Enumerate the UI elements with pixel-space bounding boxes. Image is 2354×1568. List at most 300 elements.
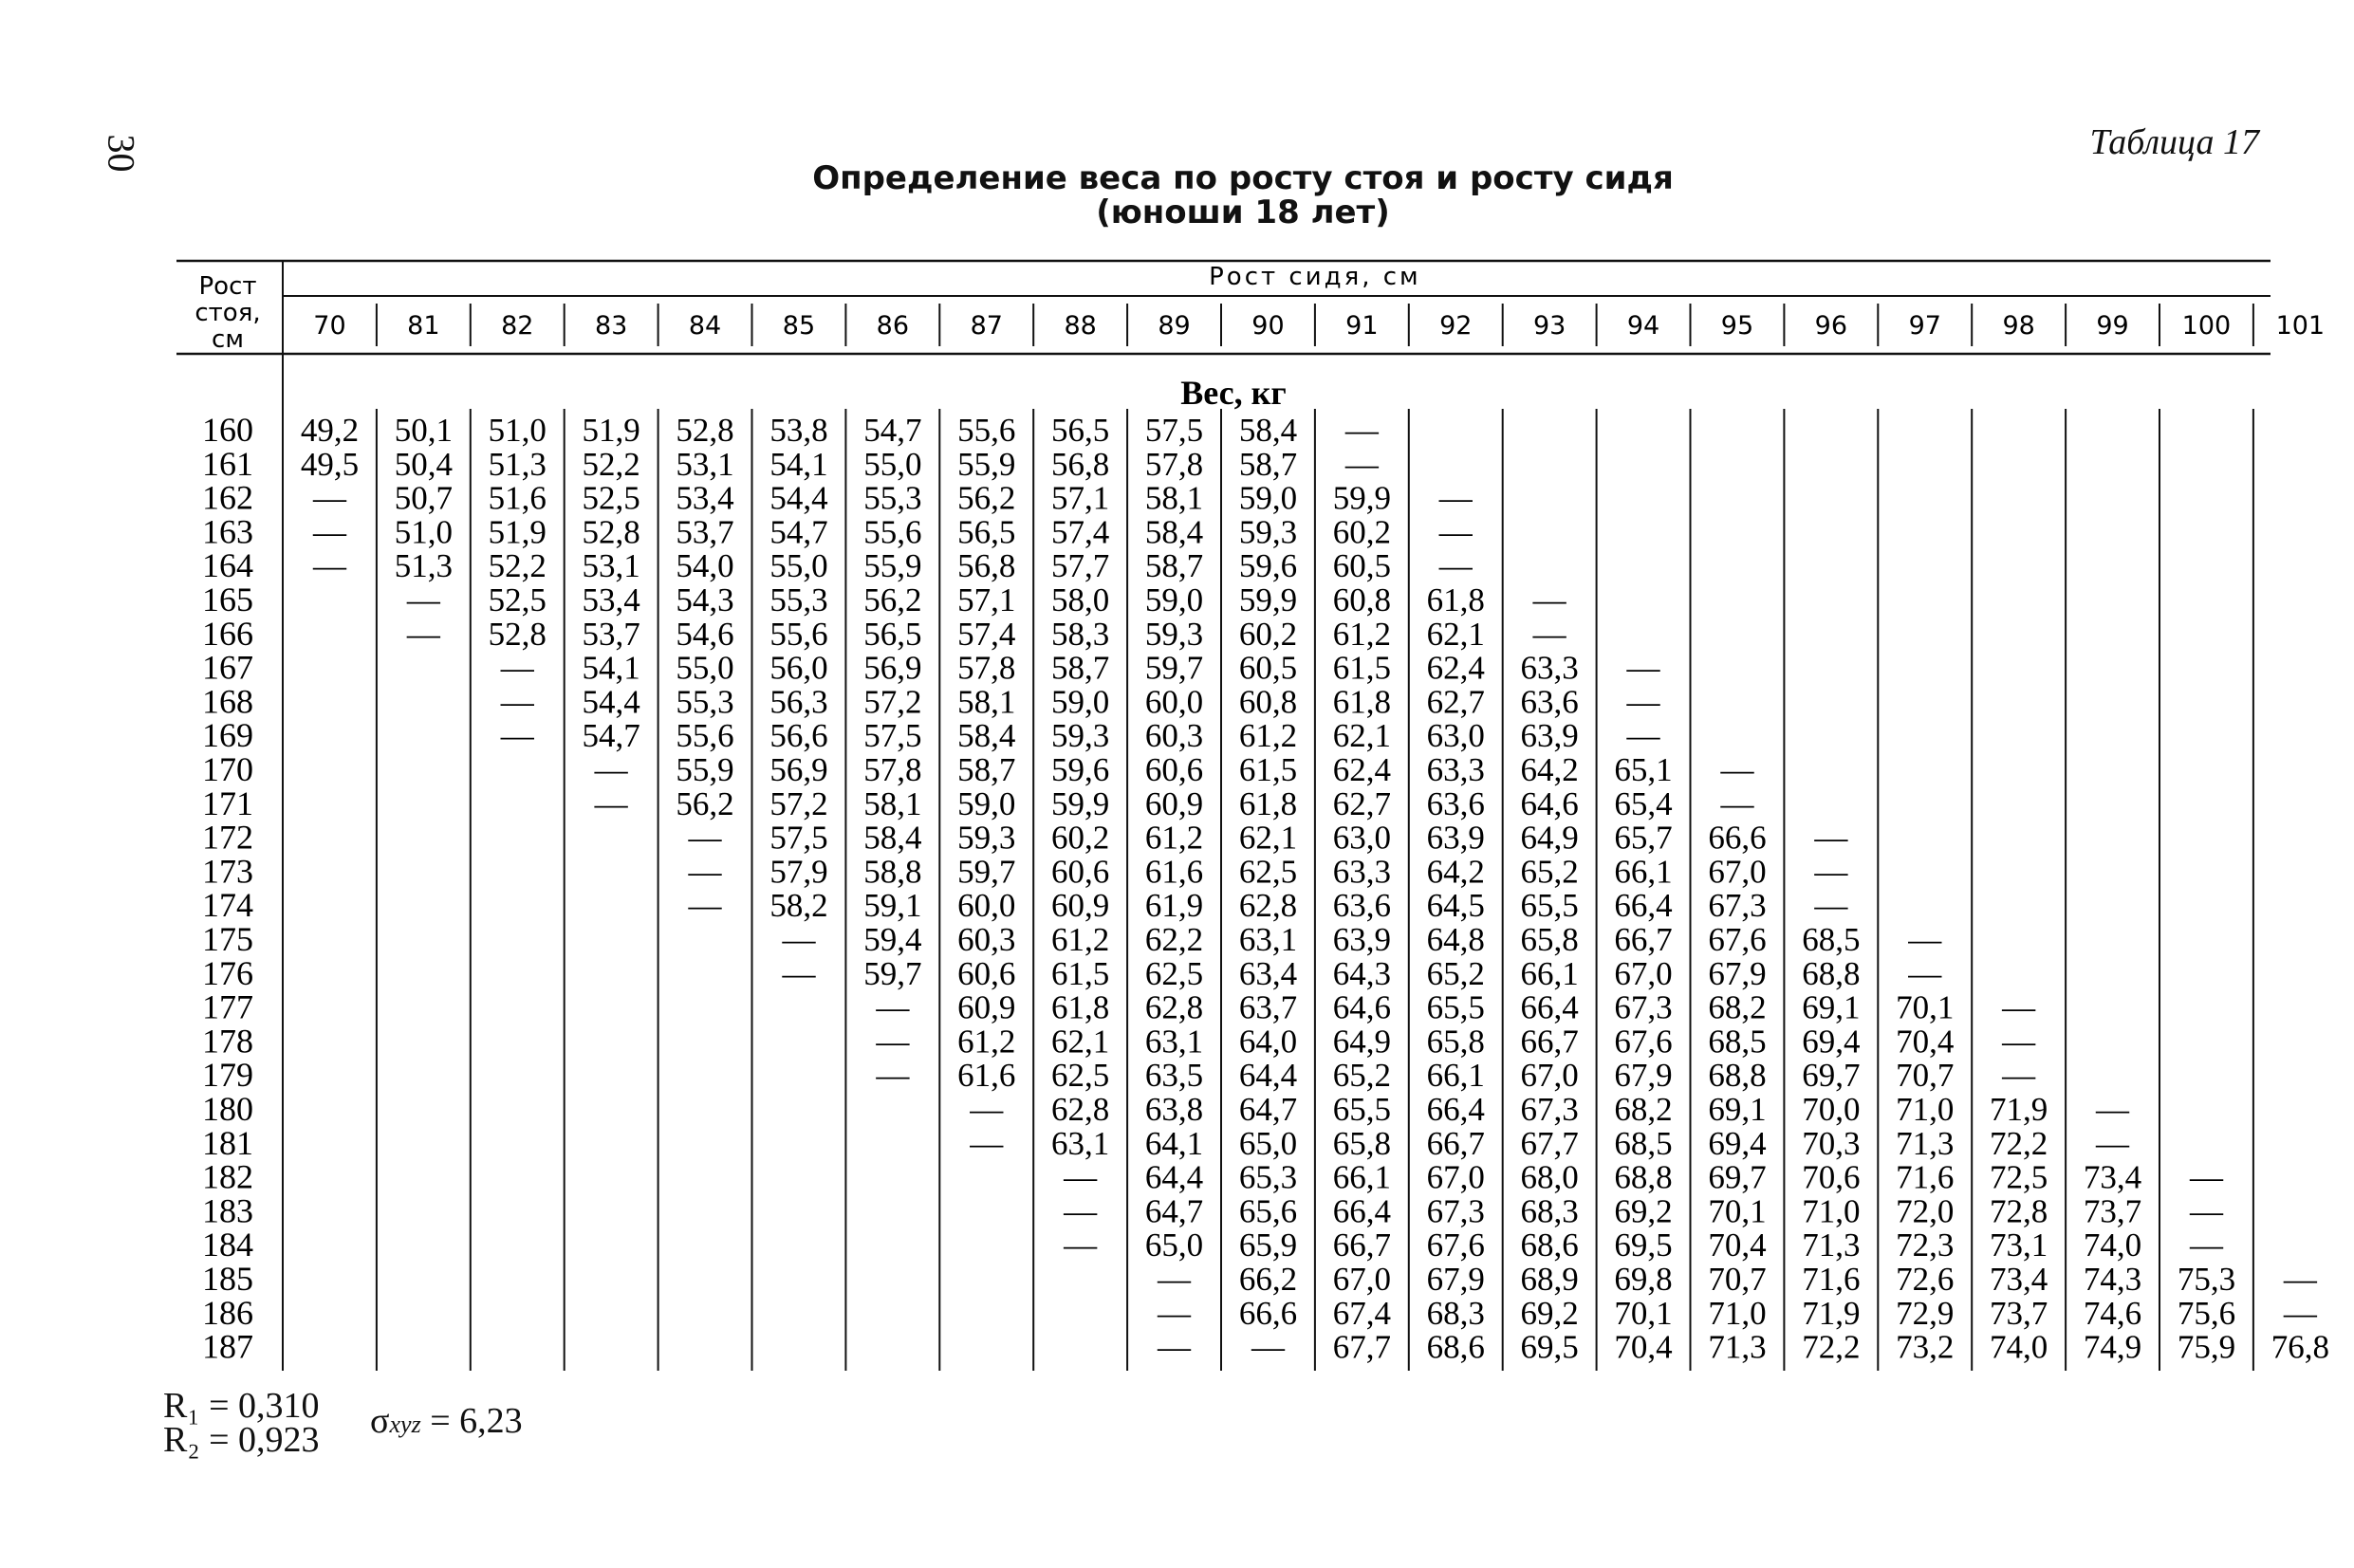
table-cell: 63,5 (1144, 1057, 1204, 1095)
table-cell: 71,6 (1896, 1158, 1955, 1196)
table-cell: 61,5 (1051, 954, 1110, 992)
table-cell: 61,5 (1332, 649, 1391, 687)
table-cell: 70,4 (1614, 1328, 1673, 1366)
table-cell: 58,7 (1051, 649, 1110, 687)
table-cell: 63,1 (1051, 1124, 1110, 1162)
table-cell: 49,5 (300, 445, 360, 483)
column-header: 88 (1064, 311, 1097, 341)
row-height-label: 164 (202, 546, 253, 585)
table-cell: 59,9 (1051, 784, 1110, 822)
table-cell: 65,5 (1426, 988, 1485, 1026)
table-cell: 53,1 (676, 445, 734, 483)
table-cell: 67,7 (1332, 1328, 1391, 1366)
table-cell: — (970, 1124, 1004, 1162)
table-cell: 69,7 (1802, 1057, 1861, 1095)
table-cell: 55,6 (769, 615, 828, 653)
table-cell: 52,5 (488, 581, 547, 618)
table-cell: 68,8 (1614, 1158, 1673, 1196)
table-cell: 58,7 (1144, 547, 1204, 585)
table-cell: 55,0 (769, 547, 828, 585)
row-height-label: 174 (202, 886, 253, 925)
row-height-label: 166 (202, 614, 253, 653)
table-cell: 71,0 (1896, 1091, 1955, 1128)
table-cell: 62,1 (1238, 819, 1298, 857)
table-cell: — (2096, 1091, 2130, 1128)
row-height-label: 165 (202, 581, 253, 618)
column-header: 87 (970, 311, 1003, 341)
table-cell: 68,0 (1520, 1158, 1579, 1196)
row-height-label: 180 (202, 1090, 253, 1128)
table-cell: 62,4 (1332, 751, 1391, 788)
row-height-label: 173 (202, 852, 253, 891)
table-cell: — (782, 954, 816, 992)
table-cell: — (1344, 445, 1379, 483)
table-cell: 75,9 (2177, 1328, 2236, 1366)
table-cell: 72,0 (1896, 1192, 1955, 1230)
table-cell: 71,3 (1708, 1328, 1767, 1366)
table-cell: 64,2 (1520, 751, 1579, 788)
row-header-label: Рост (198, 272, 257, 301)
table-cell: 65,6 (1238, 1192, 1298, 1230)
table-cell: 65,5 (1520, 887, 1579, 925)
table-cell: 65,8 (1520, 921, 1579, 958)
table-cell: 57,5 (769, 819, 828, 857)
table-cell: 74,3 (2083, 1261, 2142, 1298)
table-cell: 56,9 (863, 649, 922, 687)
table-cell: 73,7 (1990, 1294, 2048, 1332)
table-cell: 57,2 (769, 784, 828, 822)
table-cell: 52,5 (582, 479, 640, 517)
column-header: 93 (1532, 311, 1566, 341)
table-cell: — (1532, 615, 1566, 653)
table-cell: 67,9 (1614, 1057, 1673, 1095)
table-cell: 70,1 (1896, 988, 1955, 1026)
table-cell: 67,9 (1426, 1261, 1485, 1298)
table-cell: — (1064, 1158, 1098, 1196)
table-cell: 64,4 (1144, 1158, 1204, 1196)
table-cell: — (312, 547, 346, 585)
table-cell: 61,8 (1051, 988, 1110, 1026)
table-cell: 60,6 (1144, 751, 1204, 788)
row-height-label: 170 (202, 750, 253, 788)
table-cell: 52,8 (582, 513, 640, 551)
table-cell: 53,1 (582, 547, 640, 585)
table-cell: 57,1 (1051, 479, 1110, 517)
table-cell: 64,5 (1426, 887, 1485, 925)
column-header: 90 (1251, 311, 1285, 341)
table-cell: 66,1 (1426, 1057, 1485, 1095)
table-cell: 56,6 (769, 717, 828, 755)
table-cell: 58,4 (1238, 412, 1298, 449)
column-header: 100 (2181, 311, 2232, 341)
table-cell: 67,6 (1708, 921, 1767, 958)
table-cell: 71,9 (1990, 1091, 2048, 1128)
column-header: 70 (313, 311, 346, 341)
table-cell: 58,4 (1144, 513, 1204, 551)
table-cell: 63,4 (1238, 954, 1298, 992)
table-cell: 66,7 (1520, 1023, 1579, 1061)
table-cell: — (1064, 1227, 1098, 1264)
table-cell: 67,0 (1426, 1158, 1485, 1196)
table-cell: 51,3 (394, 547, 453, 585)
table-cell: 70,0 (1802, 1091, 1861, 1128)
table-cell: 52,2 (582, 445, 640, 483)
table-cell: 67,3 (1426, 1192, 1485, 1230)
table-cell: 53,4 (676, 479, 734, 517)
table-cell: 65,2 (1520, 853, 1579, 891)
table-cell: 51,3 (488, 445, 547, 483)
table-cell: 66,6 (1708, 819, 1767, 857)
table-cell: 58,0 (1051, 581, 1110, 618)
table-cell: 60,0 (957, 887, 1016, 925)
table-cell: — (1438, 513, 1473, 551)
table-cell: — (1908, 921, 1942, 958)
table-cell: 63,6 (1520, 683, 1579, 721)
correlation-r1: R₁ = 0,310 (163, 1386, 320, 1426)
table-cell: 63,3 (1332, 853, 1391, 891)
table-cell: 66,4 (1332, 1192, 1391, 1230)
row-height-label: 160 (202, 411, 253, 449)
table-cell: 73,4 (1990, 1261, 2048, 1298)
table-cell: 54,4 (769, 479, 828, 517)
table-cell: 65,8 (1332, 1124, 1391, 1162)
table-cell: 59,7 (1144, 649, 1204, 687)
column-header: 95 (1720, 311, 1754, 341)
row-header-label: см (212, 325, 244, 354)
table-cell: 67,6 (1426, 1227, 1485, 1264)
table-cell: — (1814, 887, 1848, 925)
table-cell: 58,1 (1144, 479, 1204, 517)
table-cell: 65,5 (1332, 1091, 1391, 1128)
table-cell: 68,5 (1802, 921, 1861, 958)
column-header: 91 (1345, 311, 1379, 341)
column-group-header: Рост сидя, см (1209, 263, 1421, 291)
column-header: 84 (688, 311, 722, 341)
table-cell: 68,2 (1708, 988, 1767, 1026)
table-cell: 52,8 (488, 615, 547, 653)
table-cell: 70,7 (1896, 1057, 1955, 1095)
table-cell: 64,9 (1520, 819, 1579, 857)
table-cell: — (1158, 1294, 1192, 1332)
table-cell: 60,6 (1051, 853, 1110, 891)
row-height-label: 167 (202, 648, 253, 687)
table-cell: 72,2 (1802, 1328, 1861, 1366)
table-cell: — (500, 717, 534, 755)
table-cell: — (406, 615, 440, 653)
table-cell: 69,7 (1708, 1158, 1767, 1196)
table-cell: 63,3 (1426, 751, 1485, 788)
table-cell: 72,9 (1896, 1294, 1955, 1332)
table-cell: 65,3 (1238, 1158, 1298, 1196)
table-cell: 55,6 (676, 717, 734, 755)
table-cell: — (1064, 1192, 1098, 1230)
table-cell: 66,7 (1332, 1227, 1391, 1264)
table-cell: 64,6 (1332, 988, 1391, 1026)
table-cell: 62,5 (1238, 853, 1298, 891)
table-cell: 60,2 (1238, 615, 1298, 653)
table-cell: 72,3 (1896, 1227, 1955, 1264)
table-cell: 54,4 (582, 683, 640, 721)
row-height-label: 179 (202, 1056, 253, 1095)
table-cell: 65,0 (1144, 1227, 1204, 1264)
table-cell: 67,4 (1332, 1294, 1391, 1332)
table-cell: 62,5 (1144, 954, 1204, 992)
table-cell: — (688, 853, 722, 891)
table-cell: 66,1 (1332, 1158, 1391, 1196)
table-cell: 58,2 (769, 887, 828, 925)
table-cell: 66,1 (1614, 853, 1673, 891)
table-cell: 69,1 (1708, 1091, 1767, 1128)
table-cell: 56,5 (957, 513, 1016, 551)
table-cell: 70,4 (1708, 1227, 1767, 1264)
table-cell: 69,1 (1802, 988, 1861, 1026)
page-number: 30 (100, 134, 143, 173)
table-cell: 52,8 (676, 412, 734, 449)
row-height-label: 181 (202, 1123, 253, 1162)
column-header: 96 (1814, 311, 1848, 341)
column-header: 92 (1439, 311, 1473, 341)
table-cell: 59,3 (1144, 615, 1204, 653)
row-height-label: 178 (202, 1022, 253, 1061)
table-cell: 57,7 (1051, 547, 1110, 585)
table-cell: 56,8 (957, 547, 1016, 585)
table-cell: 64,6 (1520, 784, 1579, 822)
table-cell: 49,2 (300, 412, 360, 449)
table-cell: 67,9 (1708, 954, 1767, 992)
table-cell: — (594, 784, 628, 822)
table-cell: 63,9 (1332, 921, 1391, 958)
table-cell: 61,6 (1144, 853, 1204, 891)
table-title: Определение веса по росту стоя и росту сидя (812, 159, 1674, 197)
table-cell: 62,4 (1426, 649, 1485, 687)
table-cell: 61,2 (1144, 819, 1204, 857)
value-caption: Вес, кг (1180, 374, 1287, 412)
table-cell: 51,0 (394, 513, 453, 551)
table-cell: 59,6 (1051, 751, 1110, 788)
row-height-label: 172 (202, 818, 253, 857)
table-cell: 58,7 (957, 751, 1016, 788)
table-cell: 71,6 (1802, 1261, 1861, 1298)
column-header: 97 (1908, 311, 1941, 341)
row-height-label: 187 (202, 1327, 253, 1366)
table-cell: 56,2 (863, 581, 922, 618)
table-cell: 67,0 (1614, 954, 1673, 992)
row-height-label: 168 (202, 682, 253, 721)
table-cell: 70,7 (1708, 1261, 1767, 1298)
table-cell: 61,2 (1332, 615, 1391, 653)
column-header: 86 (876, 311, 910, 341)
sigma-symbol: σ (370, 1401, 390, 1441)
table-cell: 64,4 (1238, 1057, 1298, 1095)
column-header: 82 (501, 311, 534, 341)
table-cell: — (1626, 717, 1660, 755)
table-cell: 70,1 (1708, 1192, 1767, 1230)
table-cell: 69,4 (1708, 1124, 1767, 1162)
table-cell: 56,0 (769, 649, 828, 687)
table-cell: 64,0 (1238, 1023, 1298, 1061)
table-cell: 63,9 (1426, 819, 1485, 857)
table-cell: — (312, 479, 346, 517)
table-cell: 57,8 (863, 751, 922, 788)
table-cell: 66,4 (1520, 988, 1579, 1026)
table-cell: 53,7 (676, 513, 734, 551)
table-cell: 61,8 (1332, 683, 1391, 721)
table-cell: — (2189, 1158, 2223, 1196)
table-cell: 62,1 (1332, 717, 1391, 755)
table-cell: 55,9 (863, 547, 922, 585)
table-cell: 52,2 (488, 547, 547, 585)
table-cell: 63,3 (1520, 649, 1579, 687)
table-cell: 71,0 (1802, 1192, 1861, 1230)
table-cell: 64,9 (1332, 1023, 1391, 1061)
table-cell: 65,2 (1332, 1057, 1391, 1095)
table-cell: 68,3 (1426, 1294, 1485, 1332)
table-cell: 62,5 (1051, 1057, 1110, 1095)
table-cell: 73,4 (2083, 1158, 2142, 1196)
row-height-label: 175 (202, 920, 253, 958)
table-cell: — (1720, 784, 1754, 822)
table-cell: — (2189, 1192, 2223, 1230)
table-cell: 68,8 (1802, 954, 1861, 992)
table-cell: 51,9 (488, 513, 547, 551)
table-cell: — (782, 921, 816, 958)
table-cell: 69,2 (1520, 1294, 1579, 1332)
table-cell: 58,3 (1051, 615, 1110, 653)
table-subtitle: (юноши 18 лет) (1096, 194, 1390, 231)
table-cell: — (688, 887, 722, 925)
table-cell: 62,8 (1144, 988, 1204, 1026)
table-cell: 57,5 (1144, 412, 1204, 449)
table-cell: 73,1 (1990, 1227, 2048, 1264)
table-cell: 76,8 (2271, 1328, 2329, 1366)
table-cell: 63,1 (1238, 921, 1298, 958)
row-height-label: 177 (202, 987, 253, 1026)
column-header: 83 (594, 311, 628, 341)
table-cell: 57,4 (1051, 513, 1110, 551)
table-cell: 59,0 (1144, 581, 1204, 618)
table-cell: 55,6 (957, 412, 1016, 449)
table-cell: 60,8 (1238, 683, 1298, 721)
table-cell: 59,9 (1238, 581, 1298, 618)
table-cell: 67,3 (1614, 988, 1673, 1026)
table-cell: 54,6 (676, 615, 734, 653)
table-cell: 55,0 (676, 649, 734, 687)
table-cell: — (2096, 1124, 2130, 1162)
table-cell: — (970, 1091, 1004, 1128)
table-cell: 62,7 (1332, 784, 1391, 822)
table-cell: 60,3 (1144, 717, 1204, 755)
table-cell: 63,1 (1144, 1023, 1204, 1061)
table-cell: — (1158, 1261, 1192, 1298)
table-cell: 63,6 (1426, 784, 1485, 822)
table-cell: 66,6 (1238, 1294, 1298, 1332)
table-cell: 72,2 (1990, 1124, 2048, 1162)
table-cell: 68,6 (1426, 1328, 1485, 1366)
table-cell: 74,0 (1990, 1328, 2048, 1366)
table-cell: 68,2 (1614, 1091, 1673, 1128)
table-cell: 55,0 (863, 445, 922, 483)
table-cell: 62,7 (1426, 683, 1485, 721)
table-cell: 54,0 (676, 547, 734, 585)
row-header-label: стоя, (195, 299, 261, 327)
table-cell: 73,2 (1896, 1328, 1955, 1366)
correlation-r2: R₂ = 0,923 (163, 1420, 320, 1460)
table-cell: 51,0 (488, 412, 547, 449)
table-cell: 57,8 (957, 649, 1016, 687)
table-cell: 66,4 (1426, 1091, 1485, 1128)
table-cell: 75,6 (2177, 1294, 2236, 1332)
table-cell: — (500, 683, 534, 721)
table-cell: — (1814, 819, 1848, 857)
table-cell: — (876, 1023, 910, 1061)
column-header: 99 (2096, 311, 2129, 341)
table-cell: — (1158, 1328, 1192, 1366)
table-cell: 71,0 (1708, 1294, 1767, 1332)
table-cell: 67,0 (1708, 853, 1767, 891)
table-cell: 65,1 (1614, 751, 1673, 788)
table-cell: 67,3 (1520, 1091, 1579, 1128)
table-cell: 56,8 (1051, 445, 1110, 483)
table-cell: 59,3 (1238, 513, 1298, 551)
table-cell: 66,1 (1520, 954, 1579, 992)
table-cell: — (2283, 1261, 2317, 1298)
table-cell: 55,3 (863, 479, 922, 517)
table-cell: 71,3 (1896, 1124, 1955, 1162)
table-cell: — (1814, 853, 1848, 891)
table-cell: 59,0 (1238, 479, 1298, 517)
table-cell: 64,7 (1238, 1091, 1298, 1128)
table-cell: 68,8 (1708, 1057, 1767, 1095)
row-height-label: 186 (202, 1293, 253, 1332)
table-cell: 65,9 (1238, 1227, 1298, 1264)
column-header: 94 (1626, 311, 1660, 341)
table-cell: 58,1 (863, 784, 922, 822)
table-cell: 66,7 (1614, 921, 1673, 958)
table-cell: 60,8 (1332, 581, 1391, 618)
table-cell: 61,8 (1426, 581, 1485, 618)
table-cell: 59,0 (957, 784, 1016, 822)
table-cell: 57,8 (1144, 445, 1204, 483)
table-cell: 57,9 (769, 853, 828, 891)
table-cell: 64,7 (1144, 1192, 1204, 1230)
table-cell: 60,9 (1051, 887, 1110, 925)
table-cell: 59,3 (957, 819, 1016, 857)
table-cell: 56,2 (676, 784, 734, 822)
table-cell: 55,3 (769, 581, 828, 618)
table-cell: 73,7 (2083, 1192, 2142, 1230)
table-cell: 59,9 (1332, 479, 1391, 517)
table-cell: — (1344, 412, 1379, 449)
table-cell: — (876, 1057, 910, 1095)
table-cell: 66,7 (1426, 1124, 1485, 1162)
table-cell: — (312, 513, 346, 551)
table-cell: 74,9 (2083, 1328, 2142, 1366)
table-cell: 55,6 (863, 513, 922, 551)
table-cell: — (1438, 479, 1473, 517)
table-cell: 64,1 (1144, 1124, 1204, 1162)
table-cell: — (2002, 1057, 2036, 1095)
table-cell: 68,3 (1520, 1192, 1579, 1230)
table-cell: 67,0 (1520, 1057, 1579, 1095)
table-cell: 59,4 (863, 921, 922, 958)
table-cell: 54,1 (582, 649, 640, 687)
table-cell: 61,5 (1238, 751, 1298, 788)
table-cell: 58,1 (957, 683, 1016, 721)
table-cell: 65,4 (1614, 784, 1673, 822)
row-height-label: 163 (202, 512, 253, 551)
table-cell: 60,6 (957, 954, 1016, 992)
table-cell: 51,9 (582, 412, 640, 449)
